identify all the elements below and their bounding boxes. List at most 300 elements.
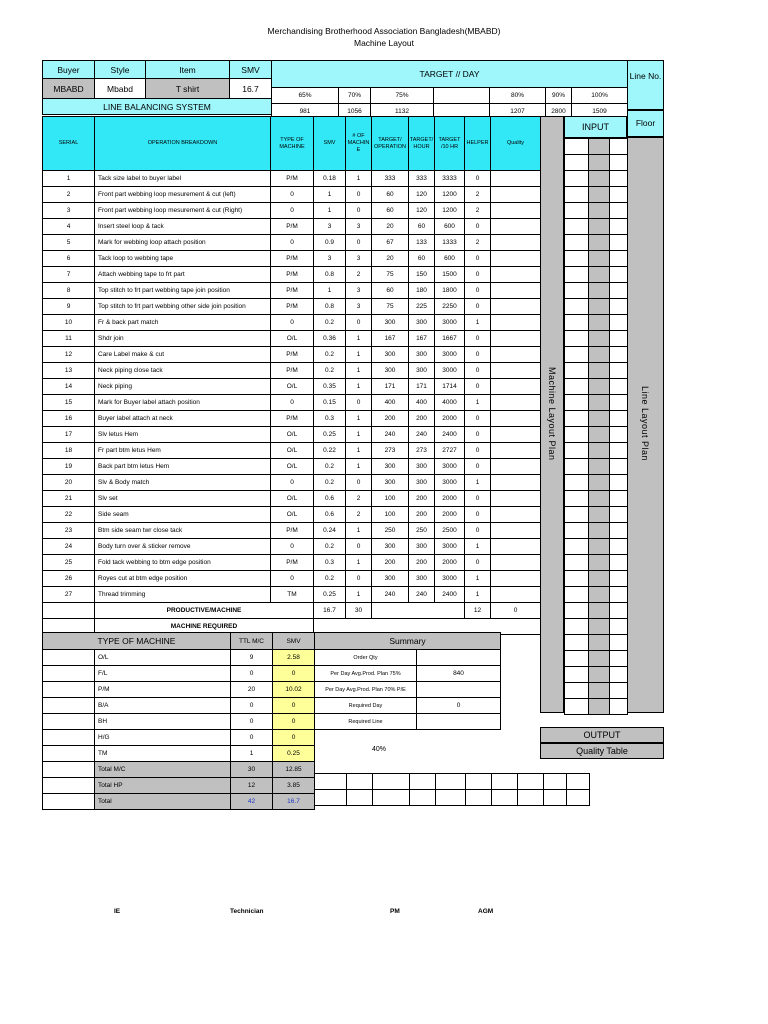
table-cell: 2 bbox=[465, 187, 491, 203]
table-cell: 0 bbox=[465, 363, 491, 379]
column-header: OPERATION BREAKDOWN bbox=[95, 117, 271, 171]
table-cell: 1 bbox=[465, 315, 491, 331]
table-cell: 2 bbox=[346, 491, 372, 507]
table-cell: 250 bbox=[372, 523, 409, 539]
quality-cell bbox=[491, 235, 541, 251]
table-cell: 1 bbox=[346, 587, 372, 603]
table-cell: P/M bbox=[271, 267, 314, 283]
table-cell: 1 bbox=[314, 187, 346, 203]
table-cell: 16 bbox=[43, 411, 95, 427]
table-cell: 200 bbox=[372, 411, 409, 427]
table-cell: TM bbox=[271, 587, 314, 603]
machine-type: H/G bbox=[95, 730, 231, 746]
smv-header: SMV bbox=[273, 633, 315, 650]
table-row bbox=[43, 475, 541, 491]
table-row bbox=[43, 443, 541, 459]
smv-label: SMV bbox=[230, 61, 272, 79]
input-grid bbox=[564, 138, 628, 715]
table-cell: 0 bbox=[465, 555, 491, 571]
table-cell: 300 bbox=[372, 475, 409, 491]
table-cell: 150 bbox=[409, 267, 435, 283]
table-cell: Top stitch to frt part webbing other side join position bbox=[95, 299, 271, 315]
summary-label: Order Qty bbox=[315, 650, 417, 666]
table-cell: 3 bbox=[43, 203, 95, 219]
table-cell: P/M bbox=[271, 299, 314, 315]
table-cell: 0.25 bbox=[314, 587, 346, 603]
summary-value: 0 bbox=[417, 698, 501, 714]
ttl-mc: 9 bbox=[231, 650, 273, 666]
table-cell: 20 bbox=[43, 475, 95, 491]
table-cell: 0 bbox=[271, 395, 314, 411]
table-cell: 100 bbox=[372, 507, 409, 523]
table-cell: 0 bbox=[465, 507, 491, 523]
table-cell: 0 bbox=[465, 251, 491, 267]
table-row bbox=[43, 427, 541, 443]
buyer-label: Buyer bbox=[43, 61, 95, 79]
table-cell: 2250 bbox=[435, 299, 465, 315]
table-cell: 1 bbox=[346, 411, 372, 427]
table-cell: 0.2 bbox=[314, 539, 346, 555]
table-cell: Btm side seam twr close tack bbox=[95, 523, 271, 539]
operations-table bbox=[42, 116, 541, 635]
machine-type-row bbox=[43, 714, 315, 730]
table-cell: Body turn over & sticker remove bbox=[95, 539, 271, 555]
table-cell: 273 bbox=[409, 443, 435, 459]
summary-value: 840 bbox=[417, 666, 501, 682]
table-cell: 300 bbox=[409, 347, 435, 363]
column-header: HELPER bbox=[465, 117, 491, 171]
table-cell: 250 bbox=[409, 523, 435, 539]
table-cell: 1 bbox=[465, 587, 491, 603]
target-percent bbox=[434, 88, 490, 104]
summary-label: Required Day bbox=[315, 698, 417, 714]
table-cell: 1800 bbox=[435, 283, 465, 299]
summary-row bbox=[315, 666, 501, 682]
item-value: T shirt bbox=[146, 79, 230, 99]
table-cell: 3333 bbox=[435, 171, 465, 187]
table-cell: Buyer label attach at neck bbox=[95, 411, 271, 427]
machine-type-row bbox=[43, 666, 315, 682]
table-cell: 273 bbox=[372, 443, 409, 459]
table-cell: 300 bbox=[372, 571, 409, 587]
table-cell: Insert steel loop & tack bbox=[95, 219, 271, 235]
table-cell: 0.25 bbox=[314, 427, 346, 443]
table-cell: 400 bbox=[409, 395, 435, 411]
table-cell: P/M bbox=[271, 555, 314, 571]
table-cell: Tack size label to buyer label bbox=[95, 171, 271, 187]
table-cell: 1 bbox=[346, 523, 372, 539]
table-cell: 225 bbox=[409, 299, 435, 315]
table-cell: 1667 bbox=[435, 331, 465, 347]
table-cell: O/L bbox=[271, 507, 314, 523]
table-cell: 300 bbox=[409, 363, 435, 379]
table-cell: Attach webbing tape to frt part bbox=[95, 267, 271, 283]
table-cell: 14 bbox=[43, 379, 95, 395]
ttl-mc: 20 bbox=[231, 682, 273, 698]
table-cell: 300 bbox=[372, 347, 409, 363]
table-cell: 15 bbox=[43, 395, 95, 411]
machine-type-row bbox=[43, 762, 315, 778]
table-cell: 2 bbox=[465, 203, 491, 219]
table-cell: 600 bbox=[435, 219, 465, 235]
machine-layout-plan-label: Machine Layout Plan bbox=[547, 367, 557, 461]
table-cell: 100 bbox=[372, 491, 409, 507]
table-cell: Slv letus Hem bbox=[95, 427, 271, 443]
table-cell: 0 bbox=[346, 475, 372, 491]
quality-cell bbox=[491, 203, 541, 219]
machine-type: TM bbox=[95, 746, 231, 762]
table-cell: Mark for Buyer label attach position bbox=[95, 395, 271, 411]
table-cell: P/M bbox=[271, 363, 314, 379]
table-cell: 0 bbox=[465, 219, 491, 235]
table-cell: 200 bbox=[409, 555, 435, 571]
ttl-mc-header: TTL M/C bbox=[231, 633, 273, 650]
table-cell: 333 bbox=[372, 171, 409, 187]
table-cell: Fr & back part match bbox=[95, 315, 271, 331]
target-percent: 100% bbox=[572, 88, 628, 104]
machine-type-row bbox=[43, 778, 315, 794]
table-cell: 5 bbox=[43, 235, 95, 251]
machine-type: O/L bbox=[95, 650, 231, 666]
table-cell: 0 bbox=[465, 379, 491, 395]
quality-cell bbox=[491, 491, 541, 507]
quality-cell bbox=[491, 299, 541, 315]
productive-label: PRODUCTIVE/MACHINE bbox=[95, 603, 314, 619]
line-layout-plan-label: Line Layout Plan bbox=[640, 386, 650, 462]
machine-type-row bbox=[43, 682, 315, 698]
table-cell: 300 bbox=[409, 475, 435, 491]
table-cell: 9 bbox=[43, 299, 95, 315]
table-cell: 10 bbox=[43, 315, 95, 331]
machine-type: F/L bbox=[95, 666, 231, 682]
table-cell: P/M bbox=[271, 171, 314, 187]
table-cell: Shdr join bbox=[95, 331, 271, 347]
column-header: SMV bbox=[314, 117, 346, 171]
table-cell: 4000 bbox=[435, 395, 465, 411]
table-cell: 0.22 bbox=[314, 443, 346, 459]
table-cell: 23 bbox=[43, 523, 95, 539]
table-cell: 120 bbox=[409, 203, 435, 219]
machine-type: P/M bbox=[95, 682, 231, 698]
table-cell: 0 bbox=[465, 171, 491, 187]
table-cell: 1 bbox=[346, 347, 372, 363]
mtype-smv: 10.02 bbox=[273, 682, 315, 698]
table-cell: P/M bbox=[271, 283, 314, 299]
table-cell: O/L bbox=[271, 459, 314, 475]
machine-type: Total HP bbox=[95, 778, 231, 794]
quality-cell bbox=[491, 411, 541, 427]
quality-cell bbox=[491, 395, 541, 411]
table-cell: 2400 bbox=[435, 587, 465, 603]
table-cell: 300 bbox=[409, 459, 435, 475]
column-header: SERIAL bbox=[43, 117, 95, 171]
quality-cell bbox=[491, 171, 541, 187]
table-row bbox=[43, 411, 541, 427]
table-cell: 26 bbox=[43, 571, 95, 587]
table-cell: 0.8 bbox=[314, 299, 346, 315]
table-cell: 60 bbox=[409, 251, 435, 267]
table-cell: 0.2 bbox=[314, 459, 346, 475]
table-cell: 2500 bbox=[435, 523, 465, 539]
table-cell: 2 bbox=[465, 235, 491, 251]
table-cell: Neck piping bbox=[95, 379, 271, 395]
table-cell: 0 bbox=[465, 267, 491, 283]
table-cell: 3 bbox=[314, 219, 346, 235]
productive-quality: 0 bbox=[491, 603, 541, 619]
table-row bbox=[43, 459, 541, 475]
target-percent: 70% bbox=[339, 88, 371, 104]
table-cell: 300 bbox=[409, 571, 435, 587]
style-label: Style bbox=[95, 61, 146, 79]
table-cell: 0 bbox=[465, 411, 491, 427]
table-cell: 3000 bbox=[435, 363, 465, 379]
ttl-mc: 30 bbox=[231, 762, 273, 778]
table-cell: 1 bbox=[346, 379, 372, 395]
table-cell: 1 bbox=[314, 283, 346, 299]
machine-type: Total M/C bbox=[95, 762, 231, 778]
quality-cell bbox=[491, 267, 541, 283]
table-cell: 1 bbox=[346, 427, 372, 443]
productive-helper: 12 bbox=[465, 603, 491, 619]
summary-row bbox=[315, 650, 501, 666]
productive-machines: 30 bbox=[346, 603, 372, 619]
machine-type: Total bbox=[95, 794, 231, 810]
mtype-smv: 0.25 bbox=[273, 746, 315, 762]
table-cell: Royes cut at btm edge position bbox=[95, 571, 271, 587]
table-row bbox=[43, 523, 541, 539]
table-cell: Front part webbing loop mesurement & cut (Right) bbox=[95, 203, 271, 219]
table-row bbox=[43, 347, 541, 363]
table-cell: 0 bbox=[346, 571, 372, 587]
target-value: 2800 bbox=[546, 104, 572, 120]
table-cell: 1 bbox=[465, 475, 491, 491]
table-row bbox=[43, 299, 541, 315]
quality-cell bbox=[491, 219, 541, 235]
style-value: Mbabd bbox=[95, 79, 146, 99]
line-no-label: Line No. bbox=[627, 60, 664, 110]
table-cell: 75 bbox=[372, 267, 409, 283]
ttl-mc: 0 bbox=[231, 714, 273, 730]
table-row bbox=[43, 187, 541, 203]
table-cell: 21 bbox=[43, 491, 95, 507]
table-cell: 1 bbox=[346, 331, 372, 347]
target-title: TARGET // DAY bbox=[272, 61, 628, 88]
table-cell: 3 bbox=[346, 283, 372, 299]
table-row bbox=[43, 219, 541, 235]
table-cell: 200 bbox=[409, 491, 435, 507]
table-cell: 167 bbox=[372, 331, 409, 347]
table-cell: 0 bbox=[271, 203, 314, 219]
table-cell: 333 bbox=[409, 171, 435, 187]
table-cell: 1333 bbox=[435, 235, 465, 251]
table-cell: 0 bbox=[271, 235, 314, 251]
table-cell: 3 bbox=[346, 219, 372, 235]
table-row bbox=[43, 235, 541, 251]
table-cell: 1500 bbox=[435, 267, 465, 283]
table-row bbox=[43, 315, 541, 331]
summary-title: Summary bbox=[315, 633, 501, 650]
table-cell: P/M bbox=[271, 523, 314, 539]
mtype-smv: 0 bbox=[273, 666, 315, 682]
quality-cell bbox=[491, 283, 541, 299]
summary-row bbox=[315, 698, 501, 714]
table-cell: 133 bbox=[409, 235, 435, 251]
machine-type-row bbox=[43, 794, 315, 810]
table-cell: P/M bbox=[271, 219, 314, 235]
table-cell: 0 bbox=[465, 427, 491, 443]
table-row bbox=[43, 267, 541, 283]
summary-percent: 40% bbox=[372, 746, 387, 753]
table-cell: 0 bbox=[465, 491, 491, 507]
table-cell: 6 bbox=[43, 251, 95, 267]
table-cell: 0 bbox=[271, 475, 314, 491]
signature-pm: PM bbox=[390, 908, 400, 915]
table-cell: O/L bbox=[271, 379, 314, 395]
table-cell: 2000 bbox=[435, 555, 465, 571]
table-cell: 1 bbox=[346, 459, 372, 475]
table-cell: 0 bbox=[346, 187, 372, 203]
line-layout-plan-strip bbox=[627, 137, 664, 713]
smv-value: 16.7 bbox=[230, 79, 272, 99]
ttl-mc: 0 bbox=[231, 698, 273, 714]
quality-cell bbox=[491, 443, 541, 459]
machine-type-row bbox=[43, 730, 315, 746]
machine-layout-plan-strip bbox=[540, 116, 564, 713]
org-title: Merchandising Brotherhood Association Bangladesh(MBABD) bbox=[267, 26, 501, 36]
table-cell: 0.24 bbox=[314, 523, 346, 539]
table-cell: 0 bbox=[346, 315, 372, 331]
table-cell: P/M bbox=[271, 251, 314, 267]
table-cell: 1 bbox=[346, 443, 372, 459]
table-cell: Thread trimming bbox=[95, 587, 271, 603]
table-cell: 3 bbox=[346, 299, 372, 315]
summary-value bbox=[417, 682, 501, 698]
table-cell: 1 bbox=[314, 203, 346, 219]
table-cell: 4 bbox=[43, 219, 95, 235]
quality-cell bbox=[491, 187, 541, 203]
table-cell: 0 bbox=[346, 539, 372, 555]
table-cell: Slv & Body match bbox=[95, 475, 271, 491]
table-cell: 200 bbox=[409, 507, 435, 523]
table-cell: 0.2 bbox=[314, 571, 346, 587]
table-cell: 8 bbox=[43, 283, 95, 299]
ttl-mc: 12 bbox=[231, 778, 273, 794]
mtype-smv: 16.7 bbox=[273, 794, 315, 810]
quality-cell bbox=[491, 507, 541, 523]
table-cell: P/M bbox=[271, 347, 314, 363]
table-cell: 600 bbox=[435, 251, 465, 267]
table-cell: 3000 bbox=[435, 347, 465, 363]
table-cell: 22 bbox=[43, 507, 95, 523]
column-header: TYPE OF MACHINE bbox=[271, 117, 314, 171]
table-cell: 60 bbox=[372, 203, 409, 219]
ttl-mc: 1 bbox=[231, 746, 273, 762]
table-cell: 2400 bbox=[435, 427, 465, 443]
table-cell: 2 bbox=[346, 267, 372, 283]
column-header: TARGET/ HOUR bbox=[409, 117, 435, 171]
table-cell: Fr part btm letus Hem bbox=[95, 443, 271, 459]
table-cell: 60 bbox=[372, 283, 409, 299]
mtype-header: TYPE OF MACHINE bbox=[43, 633, 231, 650]
table-cell: 167 bbox=[409, 331, 435, 347]
target-percent: 75% bbox=[371, 88, 434, 104]
table-cell: 0.3 bbox=[314, 411, 346, 427]
table-cell: O/L bbox=[271, 427, 314, 443]
table-row bbox=[43, 587, 541, 603]
table-cell: O/L bbox=[271, 491, 314, 507]
table-row bbox=[43, 507, 541, 523]
machine-type-row bbox=[43, 650, 315, 666]
ttl-mc: 0 bbox=[231, 666, 273, 682]
table-cell: 300 bbox=[409, 315, 435, 331]
mtype-smv: 2.58 bbox=[273, 650, 315, 666]
table-cell: 0 bbox=[346, 235, 372, 251]
target-percent: 80% bbox=[490, 88, 546, 104]
table-cell: 0.35 bbox=[314, 379, 346, 395]
table-cell: 1 bbox=[346, 171, 372, 187]
table-cell: 0 bbox=[271, 315, 314, 331]
table-cell: 1200 bbox=[435, 203, 465, 219]
target-value: 1509 bbox=[572, 104, 628, 120]
summary-label: Per Day Avg.Prod. Plan 70% P/E bbox=[315, 682, 417, 698]
table-cell: 0 bbox=[465, 299, 491, 315]
table-cell: 300 bbox=[372, 315, 409, 331]
quality-cell bbox=[491, 347, 541, 363]
table-row bbox=[43, 331, 541, 347]
table-cell: 1 bbox=[465, 395, 491, 411]
floor-label: Floor bbox=[627, 110, 664, 137]
quality-cell bbox=[491, 539, 541, 555]
machine-type-table bbox=[42, 632, 315, 810]
target-percent: 90% bbox=[546, 88, 572, 104]
table-cell: 0 bbox=[465, 523, 491, 539]
target-value: 1207 bbox=[490, 104, 546, 120]
table-cell: Care Label make & cut bbox=[95, 347, 271, 363]
output-label: OUTPUT bbox=[540, 727, 664, 743]
table-cell: Mark for webbing loop attach position bbox=[95, 235, 271, 251]
table-cell: 1 bbox=[465, 571, 491, 587]
table-cell: 0.15 bbox=[314, 395, 346, 411]
table-cell: 60 bbox=[372, 187, 409, 203]
table-row bbox=[43, 379, 541, 395]
table-row bbox=[43, 539, 541, 555]
table-cell: Front part webbing loop mesurement & cut (left) bbox=[95, 187, 271, 203]
signature-technician: Technician bbox=[230, 908, 264, 915]
column-header: Quality bbox=[491, 117, 541, 171]
machine-type-row bbox=[43, 698, 315, 714]
table-cell: 3000 bbox=[435, 571, 465, 587]
quality-cell bbox=[491, 379, 541, 395]
table-cell: 1 bbox=[465, 539, 491, 555]
signature-ie: IE bbox=[114, 908, 121, 915]
quality-cell bbox=[491, 555, 541, 571]
table-cell: 0.9 bbox=[314, 235, 346, 251]
table-cell: 300 bbox=[372, 363, 409, 379]
table-cell: 240 bbox=[409, 587, 435, 603]
table-cell: 0.2 bbox=[314, 475, 346, 491]
summary-row bbox=[315, 714, 501, 730]
table-cell: 3 bbox=[314, 251, 346, 267]
table-cell: 3000 bbox=[435, 459, 465, 475]
ttl-mc: 0 bbox=[231, 730, 273, 746]
summary-table bbox=[314, 632, 501, 730]
table-cell: 75 bbox=[372, 299, 409, 315]
table-cell: 0 bbox=[271, 539, 314, 555]
buyer-value: MBABD bbox=[43, 79, 95, 99]
bottom-grid bbox=[314, 773, 590, 806]
table-row bbox=[43, 395, 541, 411]
table-cell: 11 bbox=[43, 331, 95, 347]
